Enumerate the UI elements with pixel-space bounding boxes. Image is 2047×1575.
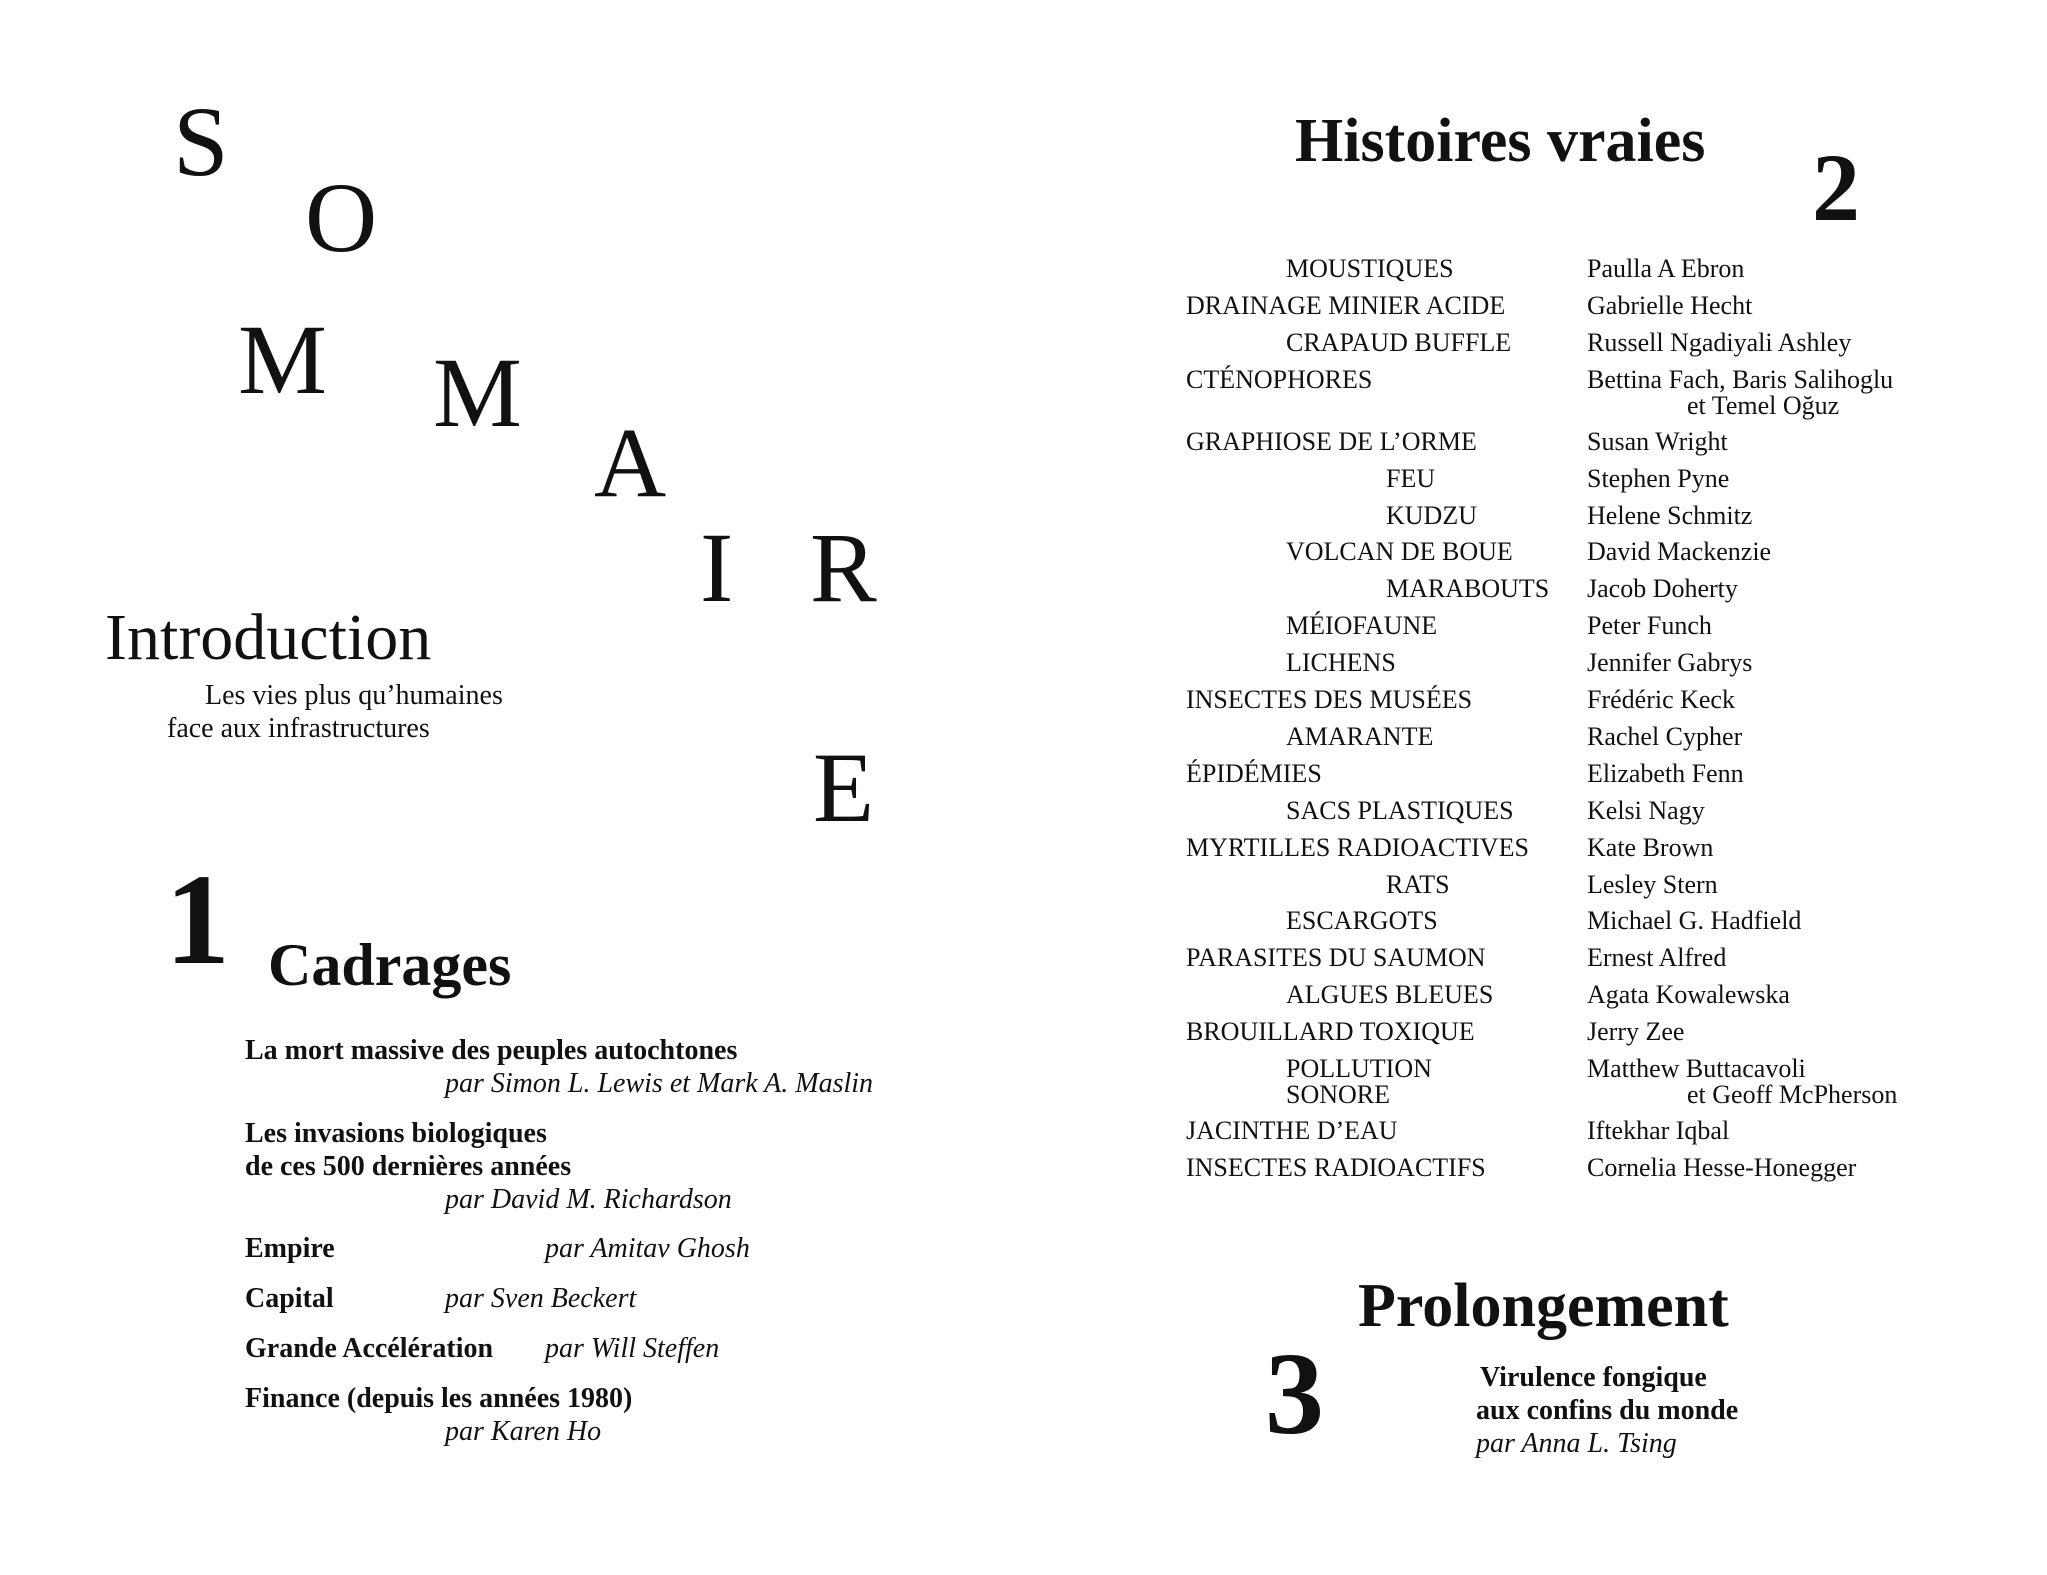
topic-author: Lesley Stern <box>1587 870 1718 899</box>
introduction-title: Introduction <box>105 601 432 674</box>
chapter-author: par Amitav Ghosh <box>545 1233 750 1264</box>
topic-label: INSECTES RADIOACTIFS <box>1186 1153 1486 1182</box>
topic-label: GRAPHIOSE DE L’ORME <box>1186 427 1477 456</box>
chapter-title: Empire <box>245 1233 335 1264</box>
topic-label: MOUSTIQUES <box>1286 254 1454 283</box>
topic-author: Stephen Pyne <box>1587 464 1730 493</box>
topic-author: Jacob Doherty <box>1587 574 1738 603</box>
chapter-author: par Anna L. Tsing <box>1476 1428 1677 1459</box>
introduction-subtitle-line1: Les vies plus qu’humaines <box>205 680 503 711</box>
introduction-subtitle-line2: face aux infrastructures <box>167 713 430 744</box>
topic-author: Susan Wright <box>1587 427 1728 456</box>
part1-number: 1 <box>165 848 230 992</box>
chapter-title: de ces 500 dernières années <box>245 1151 572 1182</box>
topic-author: Jennifer Gabrys <box>1587 648 1753 677</box>
topic-label: SACS PLASTIQUES <box>1286 796 1514 825</box>
topic-author: Matthew Buttacavoli <box>1587 1054 1806 1083</box>
sommaire-letter-m2: M <box>433 337 522 448</box>
sommaire-letter-m1: M <box>238 304 327 415</box>
chapter-author: par Will Steffen <box>545 1333 720 1364</box>
part3-title: Prolongement <box>1358 1272 1729 1340</box>
topic-label: ÉPIDÉMIES <box>1186 759 1322 788</box>
topic-label: BROUILLARD TOXIQUE <box>1186 1017 1475 1046</box>
topic-author: Michael G. Hadfield <box>1587 906 1802 935</box>
topic-label: MÉIOFAUNE <box>1286 611 1438 640</box>
topic-author-line2: et Temel Oğuz <box>1687 391 1840 420</box>
part2-title: Histoires vraies <box>1295 107 1706 175</box>
topic-author: Elizabeth Fenn <box>1587 759 1744 788</box>
chapter-author: par Karen Ho <box>445 1416 602 1447</box>
topic-label: CRAPAUD BUFFLE <box>1286 328 1512 357</box>
sommaire-letter-o: O <box>305 162 378 273</box>
topic-label: INSECTES DES MUSÉES <box>1186 685 1473 714</box>
chapter-author: par Simon L. Lewis et Mark A. Maslin <box>445 1068 874 1099</box>
topic-author: Kelsi Nagy <box>1587 796 1705 825</box>
topic-author: Helene Schmitz <box>1587 501 1753 530</box>
sommaire-letter-i: I <box>700 512 734 623</box>
topic-label: POLLUTION <box>1286 1054 1432 1083</box>
topic-label: ESCARGOTS <box>1286 906 1438 935</box>
topic-author: Peter Funch <box>1587 611 1712 640</box>
topic-author: Agata Kowalewska <box>1587 980 1790 1009</box>
part1-title: Cadrages <box>268 932 512 998</box>
topic-label: FEU <box>1386 464 1436 493</box>
chapter-title: Finance (depuis les années 1980) <box>245 1383 633 1414</box>
chapter-author: par David M. Richardson <box>445 1184 732 1215</box>
topic-author: Iftekhar Iqbal <box>1587 1116 1730 1145</box>
topic-author: David Mackenzie <box>1587 537 1772 566</box>
chapter-title: La mort massive des peuples autochtones <box>245 1035 738 1066</box>
topic-label: RATS <box>1386 870 1450 899</box>
topic-author-line2: et Geoff McPherson <box>1687 1080 1898 1109</box>
topic-label-line2: SONORE <box>1286 1080 1391 1109</box>
topic-label: VOLCAN DE BOUE <box>1286 537 1513 566</box>
topic-author: Jerry Zee <box>1587 1017 1685 1046</box>
topic-author: Gabrielle Hecht <box>1587 291 1753 320</box>
topic-author: Cornelia Hesse-Honegger <box>1587 1153 1857 1182</box>
topic-label: AMARANTE <box>1286 722 1434 751</box>
topic-label: DRAINAGE MINIER ACIDE <box>1186 291 1506 320</box>
sommaire-letter-e: E <box>813 732 875 843</box>
topic-label: CTÉNOPHORES <box>1186 365 1373 394</box>
sommaire-letter-s: S <box>173 86 229 197</box>
topic-author: Ernest Alfred <box>1587 943 1727 972</box>
chapter-title: Capital <box>245 1283 334 1314</box>
topic-label: JACINTHE D’EAU <box>1186 1116 1398 1145</box>
topic-label: KUDZU <box>1386 501 1477 530</box>
sommaire-letter-r: R <box>810 512 877 623</box>
topic-label: MYRTILLES RADIOACTIVES <box>1186 833 1529 862</box>
chapter-author: par Sven Beckert <box>445 1283 637 1314</box>
chapter-title: Les invasions biologiques <box>245 1118 547 1149</box>
chapter-title: Grande Accélération <box>245 1333 494 1364</box>
topic-label: MARABOUTS <box>1386 574 1550 603</box>
topic-author: Paulla A Ebron <box>1587 254 1745 283</box>
topic-author: Frédéric Keck <box>1587 685 1735 714</box>
sommaire-letter-a: A <box>594 407 667 518</box>
part3-number: 3 <box>1265 1328 1324 1459</box>
topic-label: LICHENS <box>1286 648 1396 677</box>
part2-number: 2 <box>1812 134 1860 241</box>
topic-author: Kate Brown <box>1587 833 1714 862</box>
topic-label: PARASITES DU SAUMON <box>1186 943 1486 972</box>
topic-author: Russell Ngadiyali Ashley <box>1587 328 1852 357</box>
topic-author: Bettina Fach, Baris Salihoglu <box>1587 365 1894 394</box>
topic-author: Rachel Cypher <box>1587 722 1743 751</box>
chapter-title: Virulence fongique <box>1480 1362 1707 1393</box>
topic-label: ALGUES BLEUES <box>1286 980 1494 1009</box>
chapter-title: aux confins du monde <box>1476 1395 1739 1426</box>
